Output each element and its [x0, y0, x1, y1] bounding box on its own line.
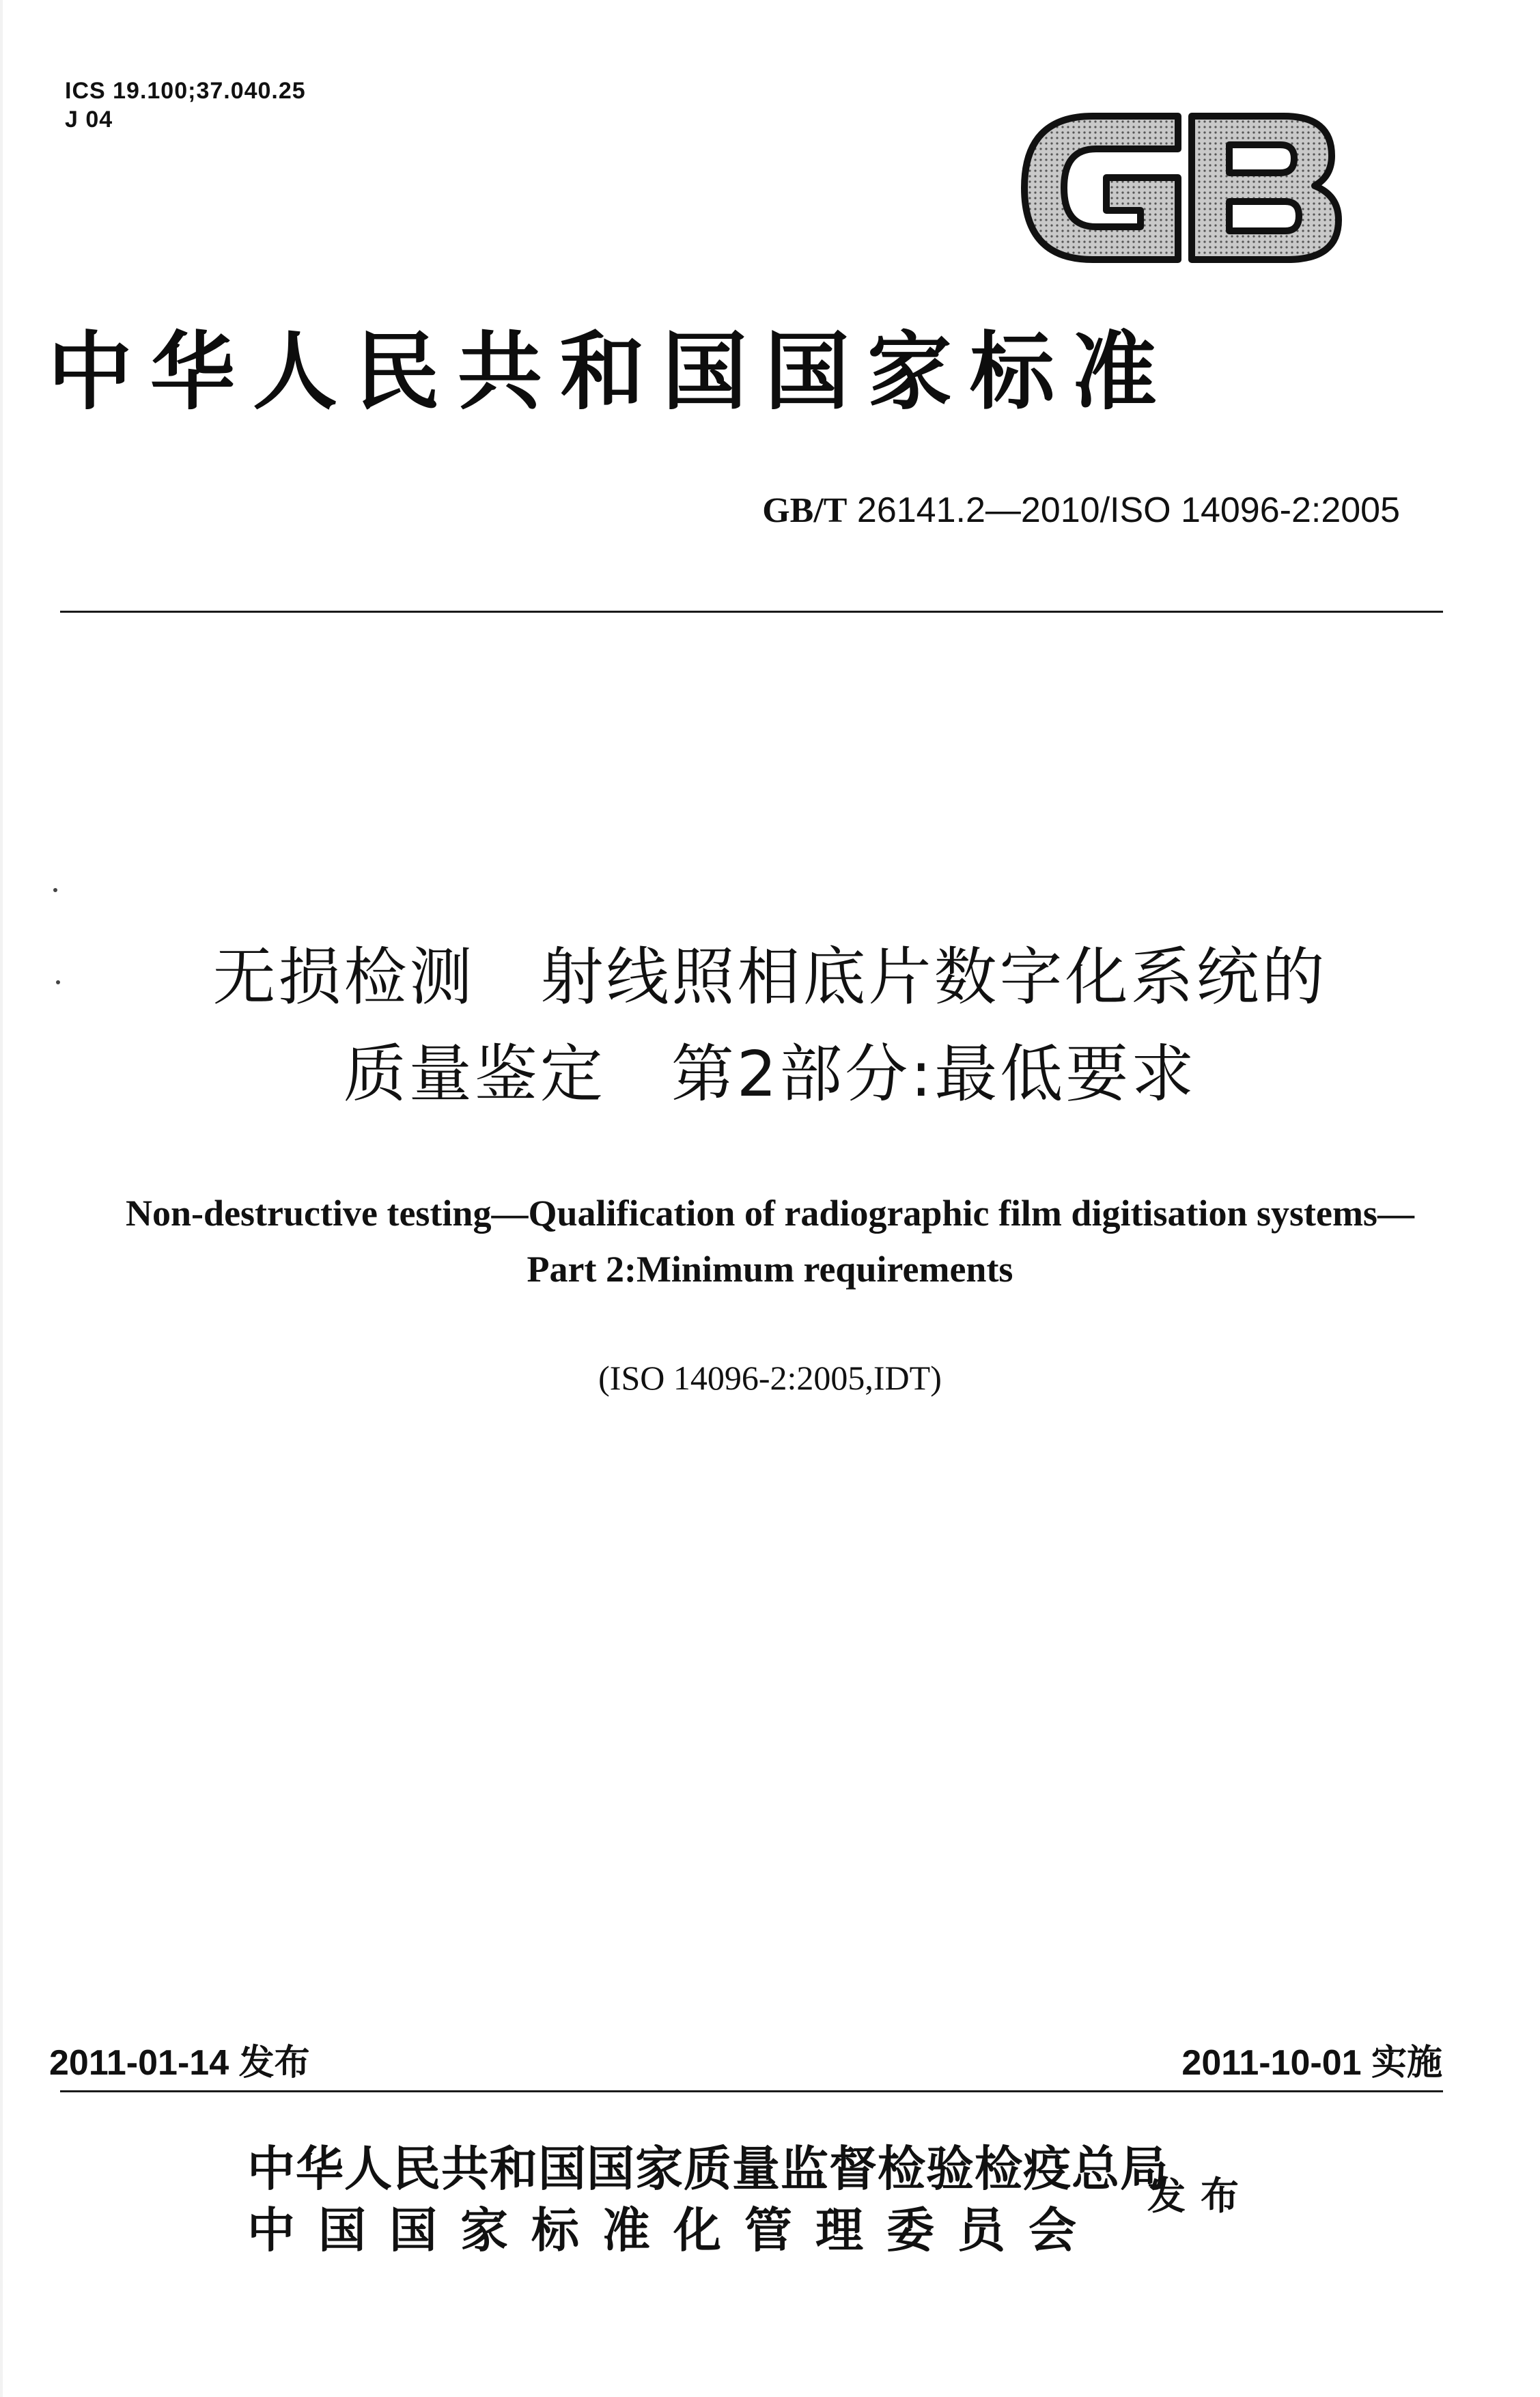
chinese-title-line2: 质量鉴定 第2部分:最低要求: [343, 1038, 1197, 1111]
standard-code-prefix: GB/T: [762, 491, 848, 530]
classification-block: [65, 77, 306, 134]
english-title-line1: Non-destructive testing—Qualification of radiographic film digitisation systems—: [126, 1193, 1414, 1234]
scan-edge: [0, 0, 3, 2397]
ccs-code: J 04: [65, 107, 113, 133]
scan-speck: [53, 888, 57, 892]
issuing-authorities: [247, 2138, 1168, 2261]
gb-logo-icon: [1011, 102, 1352, 273]
iso-equivalence: (ISO 14096-2:2005,IDT): [598, 1359, 942, 1397]
chinese-title: [61, 929, 1479, 1123]
bottom-divider: [60, 2090, 1443, 2092]
chinese-title-line1: 无损检测 射线照相底片数字化系统的: [212, 941, 1328, 1014]
issuer-aqsiq: 中华人民共和国国家质量监督检验检疫总局: [247, 2140, 1168, 2197]
top-divider: [60, 611, 1443, 613]
english-title: [41, 1185, 1499, 1297]
standard-code: [697, 488, 1400, 533]
scan-speck: [56, 980, 60, 984]
issue-date: 2011-01-14 发布: [49, 2043, 310, 2083]
issuer-sac: 中国国家标准化管理委员会: [247, 2202, 1100, 2258]
ics-code: ICS 19.100;37.040.25: [65, 78, 306, 104]
implementation-date: 2011-10-01 实施: [1181, 2043, 1442, 2083]
english-title-line2: Part 2:Minimum requirements: [527, 1249, 1013, 1290]
national-standard-title: 中华人民共和国国家标准: [48, 322, 1175, 421]
publish-label: 发布: [1147, 2174, 1254, 2219]
standard-code-number: 26141.2—2010/ISO 14096-2:2005: [847, 490, 1400, 530]
